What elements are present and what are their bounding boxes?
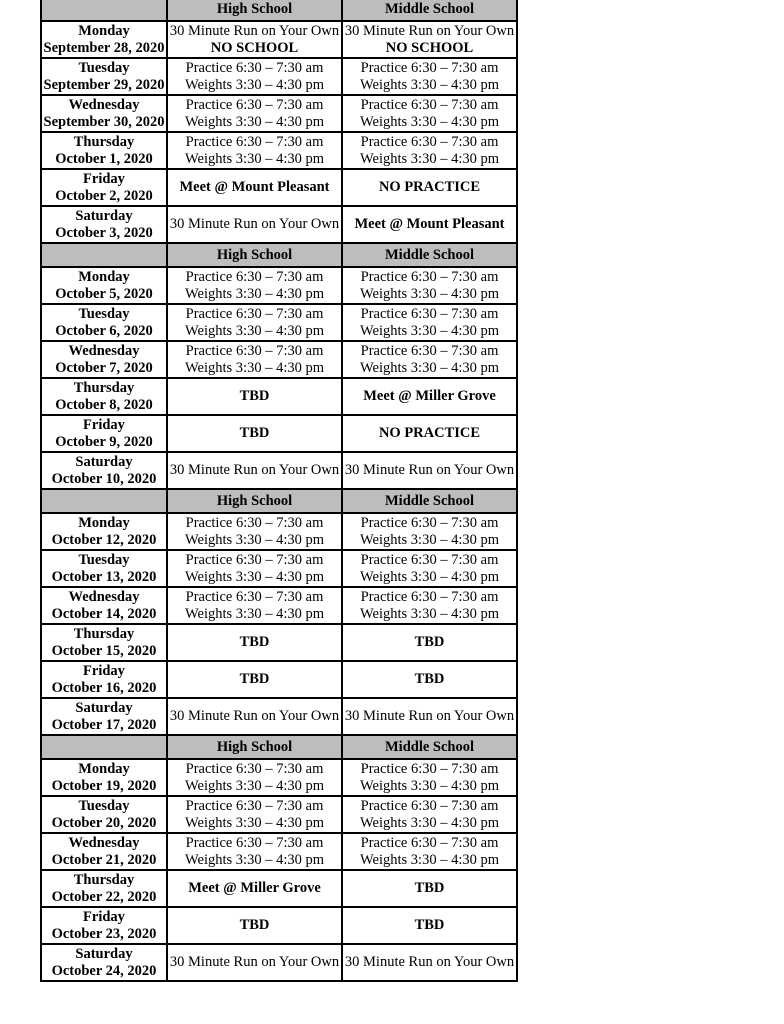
day-cell	[41, 587, 167, 624]
day-date: October 6, 2020	[55, 322, 153, 339]
day-date: September 30, 2020	[43, 113, 165, 130]
middle-school-cell	[342, 698, 517, 735]
header-blank-cell	[41, 0, 167, 21]
high-school-cell	[167, 132, 342, 169]
high-school-cell	[167, 624, 342, 661]
day-cell	[41, 944, 167, 981]
middle-school-cell	[342, 624, 517, 661]
high-school-activity: Weights 3:30 – 4:30 pm	[185, 285, 324, 302]
middle-school-cell	[342, 95, 517, 132]
high-school-activity: Weights 3:30 – 4:30 pm	[185, 568, 324, 585]
high-school-cell	[167, 58, 342, 95]
high-school-header: High School	[167, 735, 342, 759]
schedule-row	[41, 587, 517, 624]
day-date: October 16, 2020	[51, 679, 157, 696]
day-cell	[41, 95, 167, 132]
day-cell	[41, 341, 167, 378]
middle-school-activity: Practice 6:30 – 7:30 am	[360, 96, 499, 113]
middle-school-activity: Weights 3:30 – 4:30 pm	[360, 814, 499, 831]
day-date: October 14, 2020	[51, 605, 157, 622]
high-school-cell	[167, 267, 342, 304]
middle-school-activity: Practice 6:30 – 7:30 am	[360, 59, 499, 76]
high-school-cell	[167, 21, 342, 58]
high-school-activity: 30 Minute Run on Your Own	[169, 462, 340, 478]
high-school-cell	[167, 550, 342, 587]
day-date: October 20, 2020	[51, 814, 157, 831]
day-name: Tuesday	[78, 59, 130, 76]
middle-school-activity: Weights 3:30 – 4:30 pm	[360, 531, 499, 548]
high-school-activity: Weights 3:30 – 4:30 pm	[185, 851, 324, 868]
middle-school-activity: Practice 6:30 – 7:30 am	[360, 305, 499, 322]
schedule-row	[41, 698, 517, 735]
high-school-cell	[167, 95, 342, 132]
middle-school-cell	[342, 661, 517, 698]
middle-school-activity: Practice 6:30 – 7:30 am	[360, 797, 499, 814]
high-school-cell	[167, 513, 342, 550]
schedule-row	[41, 907, 517, 944]
day-date: October 13, 2020	[51, 568, 157, 585]
middle-school-activity: NO PRACTICE	[378, 179, 481, 195]
schedule-row	[41, 944, 517, 981]
high-school-cell	[167, 698, 342, 735]
day-date: October 10, 2020	[51, 470, 157, 487]
day-cell	[41, 304, 167, 341]
high-school-activity: Weights 3:30 – 4:30 pm	[185, 76, 324, 93]
high-school-activity: Practice 6:30 – 7:30 am	[185, 96, 324, 113]
day-date: October 5, 2020	[55, 285, 153, 302]
high-school-activity: Practice 6:30 – 7:30 am	[185, 133, 324, 150]
schedule-row	[41, 796, 517, 833]
day-name: Tuesday	[78, 305, 130, 322]
day-name: Saturday	[75, 207, 133, 224]
middle-school-activity: 30 Minute Run on Your Own	[344, 462, 515, 478]
week-header-row	[41, 0, 517, 21]
schedule-row	[41, 206, 517, 243]
day-cell	[41, 132, 167, 169]
high-school-activity: Practice 6:30 – 7:30 am	[185, 834, 324, 851]
middle-school-activity: Weights 3:30 – 4:30 pm	[360, 113, 499, 130]
day-date: October 9, 2020	[55, 433, 153, 450]
day-cell	[41, 169, 167, 206]
schedule-row	[41, 870, 517, 907]
high-school-activity: Meet @ Miller Grove	[188, 880, 321, 896]
high-school-activity: Practice 6:30 – 7:30 am	[185, 514, 324, 531]
high-school-activity: Weights 3:30 – 4:30 pm	[185, 531, 324, 548]
day-name: Monday	[78, 514, 130, 531]
high-school-activity: 30 Minute Run on Your Own	[169, 22, 340, 39]
high-school-activity: TBD	[239, 671, 270, 687]
schedule-row	[41, 58, 517, 95]
schedule-row	[41, 661, 517, 698]
day-date: September 28, 2020	[43, 39, 165, 56]
high-school-activity: NO SCHOOL	[210, 39, 299, 56]
middle-school-activity: Weights 3:30 – 4:30 pm	[360, 359, 499, 376]
schedule-body	[41, 0, 517, 981]
day-cell	[41, 661, 167, 698]
day-name: Thursday	[73, 625, 135, 642]
high-school-cell	[167, 378, 342, 415]
high-school-cell	[167, 206, 342, 243]
middle-school-activity: TBD	[414, 917, 445, 933]
day-date: October 15, 2020	[51, 642, 157, 659]
middle-school-activity: Practice 6:30 – 7:30 am	[360, 834, 499, 851]
middle-school-activity: Practice 6:30 – 7:30 am	[360, 514, 499, 531]
high-school-activity: TBD	[239, 388, 270, 404]
middle-school-activity: NO PRACTICE	[378, 425, 481, 441]
middle-school-activity: Practice 6:30 – 7:30 am	[360, 551, 499, 568]
schedule-row	[41, 169, 517, 206]
day-name: Saturday	[75, 453, 133, 470]
header-blank-cell	[41, 735, 167, 759]
high-school-activity: Meet @ Mount Pleasant	[179, 179, 330, 195]
middle-school-header: Middle School	[342, 0, 517, 21]
middle-school-cell	[342, 907, 517, 944]
header-blank-cell	[41, 243, 167, 267]
high-school-cell	[167, 587, 342, 624]
day-name: Monday	[78, 268, 130, 285]
day-date: October 1, 2020	[55, 150, 153, 167]
day-cell	[41, 698, 167, 735]
day-cell	[41, 870, 167, 907]
middle-school-activity: 30 Minute Run on Your Own	[344, 22, 515, 39]
middle-school-cell	[342, 132, 517, 169]
middle-school-cell	[342, 796, 517, 833]
schedule-row	[41, 759, 517, 796]
day-date: October 3, 2020	[55, 224, 153, 241]
middle-school-cell	[342, 587, 517, 624]
week-header-row	[41, 489, 517, 513]
middle-school-header: Middle School	[342, 243, 517, 267]
high-school-cell	[167, 661, 342, 698]
day-name: Wednesday	[68, 588, 140, 605]
high-school-cell	[167, 415, 342, 452]
middle-school-activity: TBD	[414, 634, 445, 650]
middle-school-cell	[342, 833, 517, 870]
day-cell	[41, 21, 167, 58]
middle-school-cell	[342, 550, 517, 587]
middle-school-activity: 30 Minute Run on Your Own	[344, 954, 515, 970]
day-date: October 2, 2020	[55, 187, 153, 204]
day-name: Wednesday	[68, 96, 140, 113]
middle-school-activity: 30 Minute Run on Your Own	[344, 708, 515, 724]
high-school-header: High School	[167, 489, 342, 513]
middle-school-activity: Practice 6:30 – 7:30 am	[360, 342, 499, 359]
high-school-cell	[167, 169, 342, 206]
middle-school-activity: Weights 3:30 – 4:30 pm	[360, 777, 499, 794]
high-school-activity: Practice 6:30 – 7:30 am	[185, 551, 324, 568]
schedule-row	[41, 452, 517, 489]
day-date: September 29, 2020	[43, 76, 165, 93]
high-school-header: High School	[167, 243, 342, 267]
day-name: Monday	[78, 760, 130, 777]
day-name: Saturday	[75, 699, 133, 716]
high-school-activity: Weights 3:30 – 4:30 pm	[185, 113, 324, 130]
middle-school-cell	[342, 21, 517, 58]
high-school-cell	[167, 944, 342, 981]
middle-school-cell	[342, 267, 517, 304]
high-school-activity: Practice 6:30 – 7:30 am	[185, 588, 324, 605]
day-name: Tuesday	[78, 797, 130, 814]
day-name: Saturday	[75, 945, 133, 962]
schedule-row	[41, 341, 517, 378]
schedule-row	[41, 21, 517, 58]
middle-school-activity: Practice 6:30 – 7:30 am	[360, 760, 499, 777]
schedule-row	[41, 267, 517, 304]
schedule-row	[41, 624, 517, 661]
high-school-activity: Weights 3:30 – 4:30 pm	[185, 777, 324, 794]
schedule-row	[41, 550, 517, 587]
high-school-cell	[167, 304, 342, 341]
day-date: October 22, 2020	[51, 888, 157, 905]
middle-school-activity: Weights 3:30 – 4:30 pm	[360, 568, 499, 585]
middle-school-cell	[342, 870, 517, 907]
schedule-row	[41, 132, 517, 169]
day-cell	[41, 58, 167, 95]
middle-school-activity: Weights 3:30 – 4:30 pm	[360, 322, 499, 339]
middle-school-cell	[342, 206, 517, 243]
middle-school-activity: Weights 3:30 – 4:30 pm	[360, 605, 499, 622]
middle-school-header: Middle School	[342, 489, 517, 513]
middle-school-activity: Practice 6:30 – 7:30 am	[360, 268, 499, 285]
high-school-activity: 30 Minute Run on Your Own	[169, 954, 340, 970]
day-cell	[41, 759, 167, 796]
day-cell	[41, 378, 167, 415]
day-name: Thursday	[73, 379, 135, 396]
day-date: October 12, 2020	[51, 531, 157, 548]
day-date: October 7, 2020	[55, 359, 153, 376]
high-school-activity: Practice 6:30 – 7:30 am	[185, 59, 324, 76]
middle-school-activity: Practice 6:30 – 7:30 am	[360, 133, 499, 150]
schedule-row	[41, 415, 517, 452]
middle-school-activity: Weights 3:30 – 4:30 pm	[360, 76, 499, 93]
middle-school-header: Middle School	[342, 735, 517, 759]
middle-school-activity: TBD	[414, 671, 445, 687]
day-date: October 24, 2020	[51, 962, 157, 979]
middle-school-cell	[342, 341, 517, 378]
high-school-header: High School	[167, 0, 342, 21]
day-name: Thursday	[73, 133, 135, 150]
high-school-activity: Practice 6:30 – 7:30 am	[185, 760, 324, 777]
day-name: Friday	[83, 662, 125, 679]
day-date: October 19, 2020	[51, 777, 157, 794]
day-date: October 8, 2020	[55, 396, 153, 413]
day-cell	[41, 624, 167, 661]
day-cell	[41, 415, 167, 452]
middle-school-cell	[342, 169, 517, 206]
middle-school-cell	[342, 944, 517, 981]
day-name: Monday	[78, 22, 130, 39]
middle-school-activity: Weights 3:30 – 4:30 pm	[360, 851, 499, 868]
middle-school-cell	[342, 415, 517, 452]
high-school-activity: Weights 3:30 – 4:30 pm	[185, 150, 324, 167]
day-date: October 17, 2020	[51, 716, 157, 733]
header-blank-cell	[41, 489, 167, 513]
high-school-activity: Weights 3:30 – 4:30 pm	[185, 322, 324, 339]
day-name: Thursday	[73, 871, 135, 888]
high-school-cell	[167, 452, 342, 489]
schedule-row	[41, 95, 517, 132]
day-cell	[41, 267, 167, 304]
middle-school-activity: Weights 3:30 – 4:30 pm	[360, 150, 499, 167]
high-school-activity: Weights 3:30 – 4:30 pm	[185, 605, 324, 622]
high-school-activity: TBD	[239, 634, 270, 650]
day-name: Wednesday	[68, 834, 140, 851]
middle-school-cell	[342, 58, 517, 95]
middle-school-activity: Meet @ Miller Grove	[363, 388, 496, 404]
high-school-activity: Practice 6:30 – 7:30 am	[185, 268, 324, 285]
week-header-row	[41, 735, 517, 759]
day-cell	[41, 513, 167, 550]
day-name: Tuesday	[78, 551, 130, 568]
day-cell	[41, 833, 167, 870]
high-school-activity: Weights 3:30 – 4:30 pm	[185, 359, 324, 376]
high-school-activity: Weights 3:30 – 4:30 pm	[185, 814, 324, 831]
middle-school-cell	[342, 759, 517, 796]
high-school-cell	[167, 341, 342, 378]
high-school-activity: Practice 6:30 – 7:30 am	[185, 342, 324, 359]
high-school-cell	[167, 833, 342, 870]
middle-school-cell	[342, 513, 517, 550]
high-school-activity: TBD	[239, 425, 270, 441]
day-name: Friday	[83, 908, 125, 925]
high-school-activity: 30 Minute Run on Your Own	[169, 216, 340, 232]
schedule-row	[41, 378, 517, 415]
schedule-row	[41, 513, 517, 550]
day-cell	[41, 907, 167, 944]
middle-school-cell	[342, 452, 517, 489]
high-school-activity: Practice 6:30 – 7:30 am	[185, 305, 324, 322]
day-cell	[41, 796, 167, 833]
high-school-activity: 30 Minute Run on Your Own	[169, 708, 340, 724]
middle-school-activity: Meet @ Mount Pleasant	[354, 216, 505, 232]
high-school-cell	[167, 759, 342, 796]
high-school-cell	[167, 870, 342, 907]
week-header-row	[41, 243, 517, 267]
high-school-activity: Practice 6:30 – 7:30 am	[185, 797, 324, 814]
day-name: Wednesday	[68, 342, 140, 359]
middle-school-cell	[342, 378, 517, 415]
day-date: October 21, 2020	[51, 851, 157, 868]
schedule-row	[41, 304, 517, 341]
day-name: Friday	[83, 170, 125, 187]
schedule-row	[41, 833, 517, 870]
schedule-table	[40, 0, 518, 982]
high-school-cell	[167, 796, 342, 833]
day-date: October 23, 2020	[51, 925, 157, 942]
day-cell	[41, 206, 167, 243]
middle-school-activity: Weights 3:30 – 4:30 pm	[360, 285, 499, 302]
day-cell	[41, 452, 167, 489]
middle-school-activity: NO SCHOOL	[385, 39, 474, 56]
day-cell	[41, 550, 167, 587]
middle-school-activity: TBD	[414, 880, 445, 896]
middle-school-activity: Practice 6:30 – 7:30 am	[360, 588, 499, 605]
middle-school-cell	[342, 304, 517, 341]
high-school-cell	[167, 907, 342, 944]
day-name: Friday	[83, 416, 125, 433]
high-school-activity: TBD	[239, 917, 270, 933]
